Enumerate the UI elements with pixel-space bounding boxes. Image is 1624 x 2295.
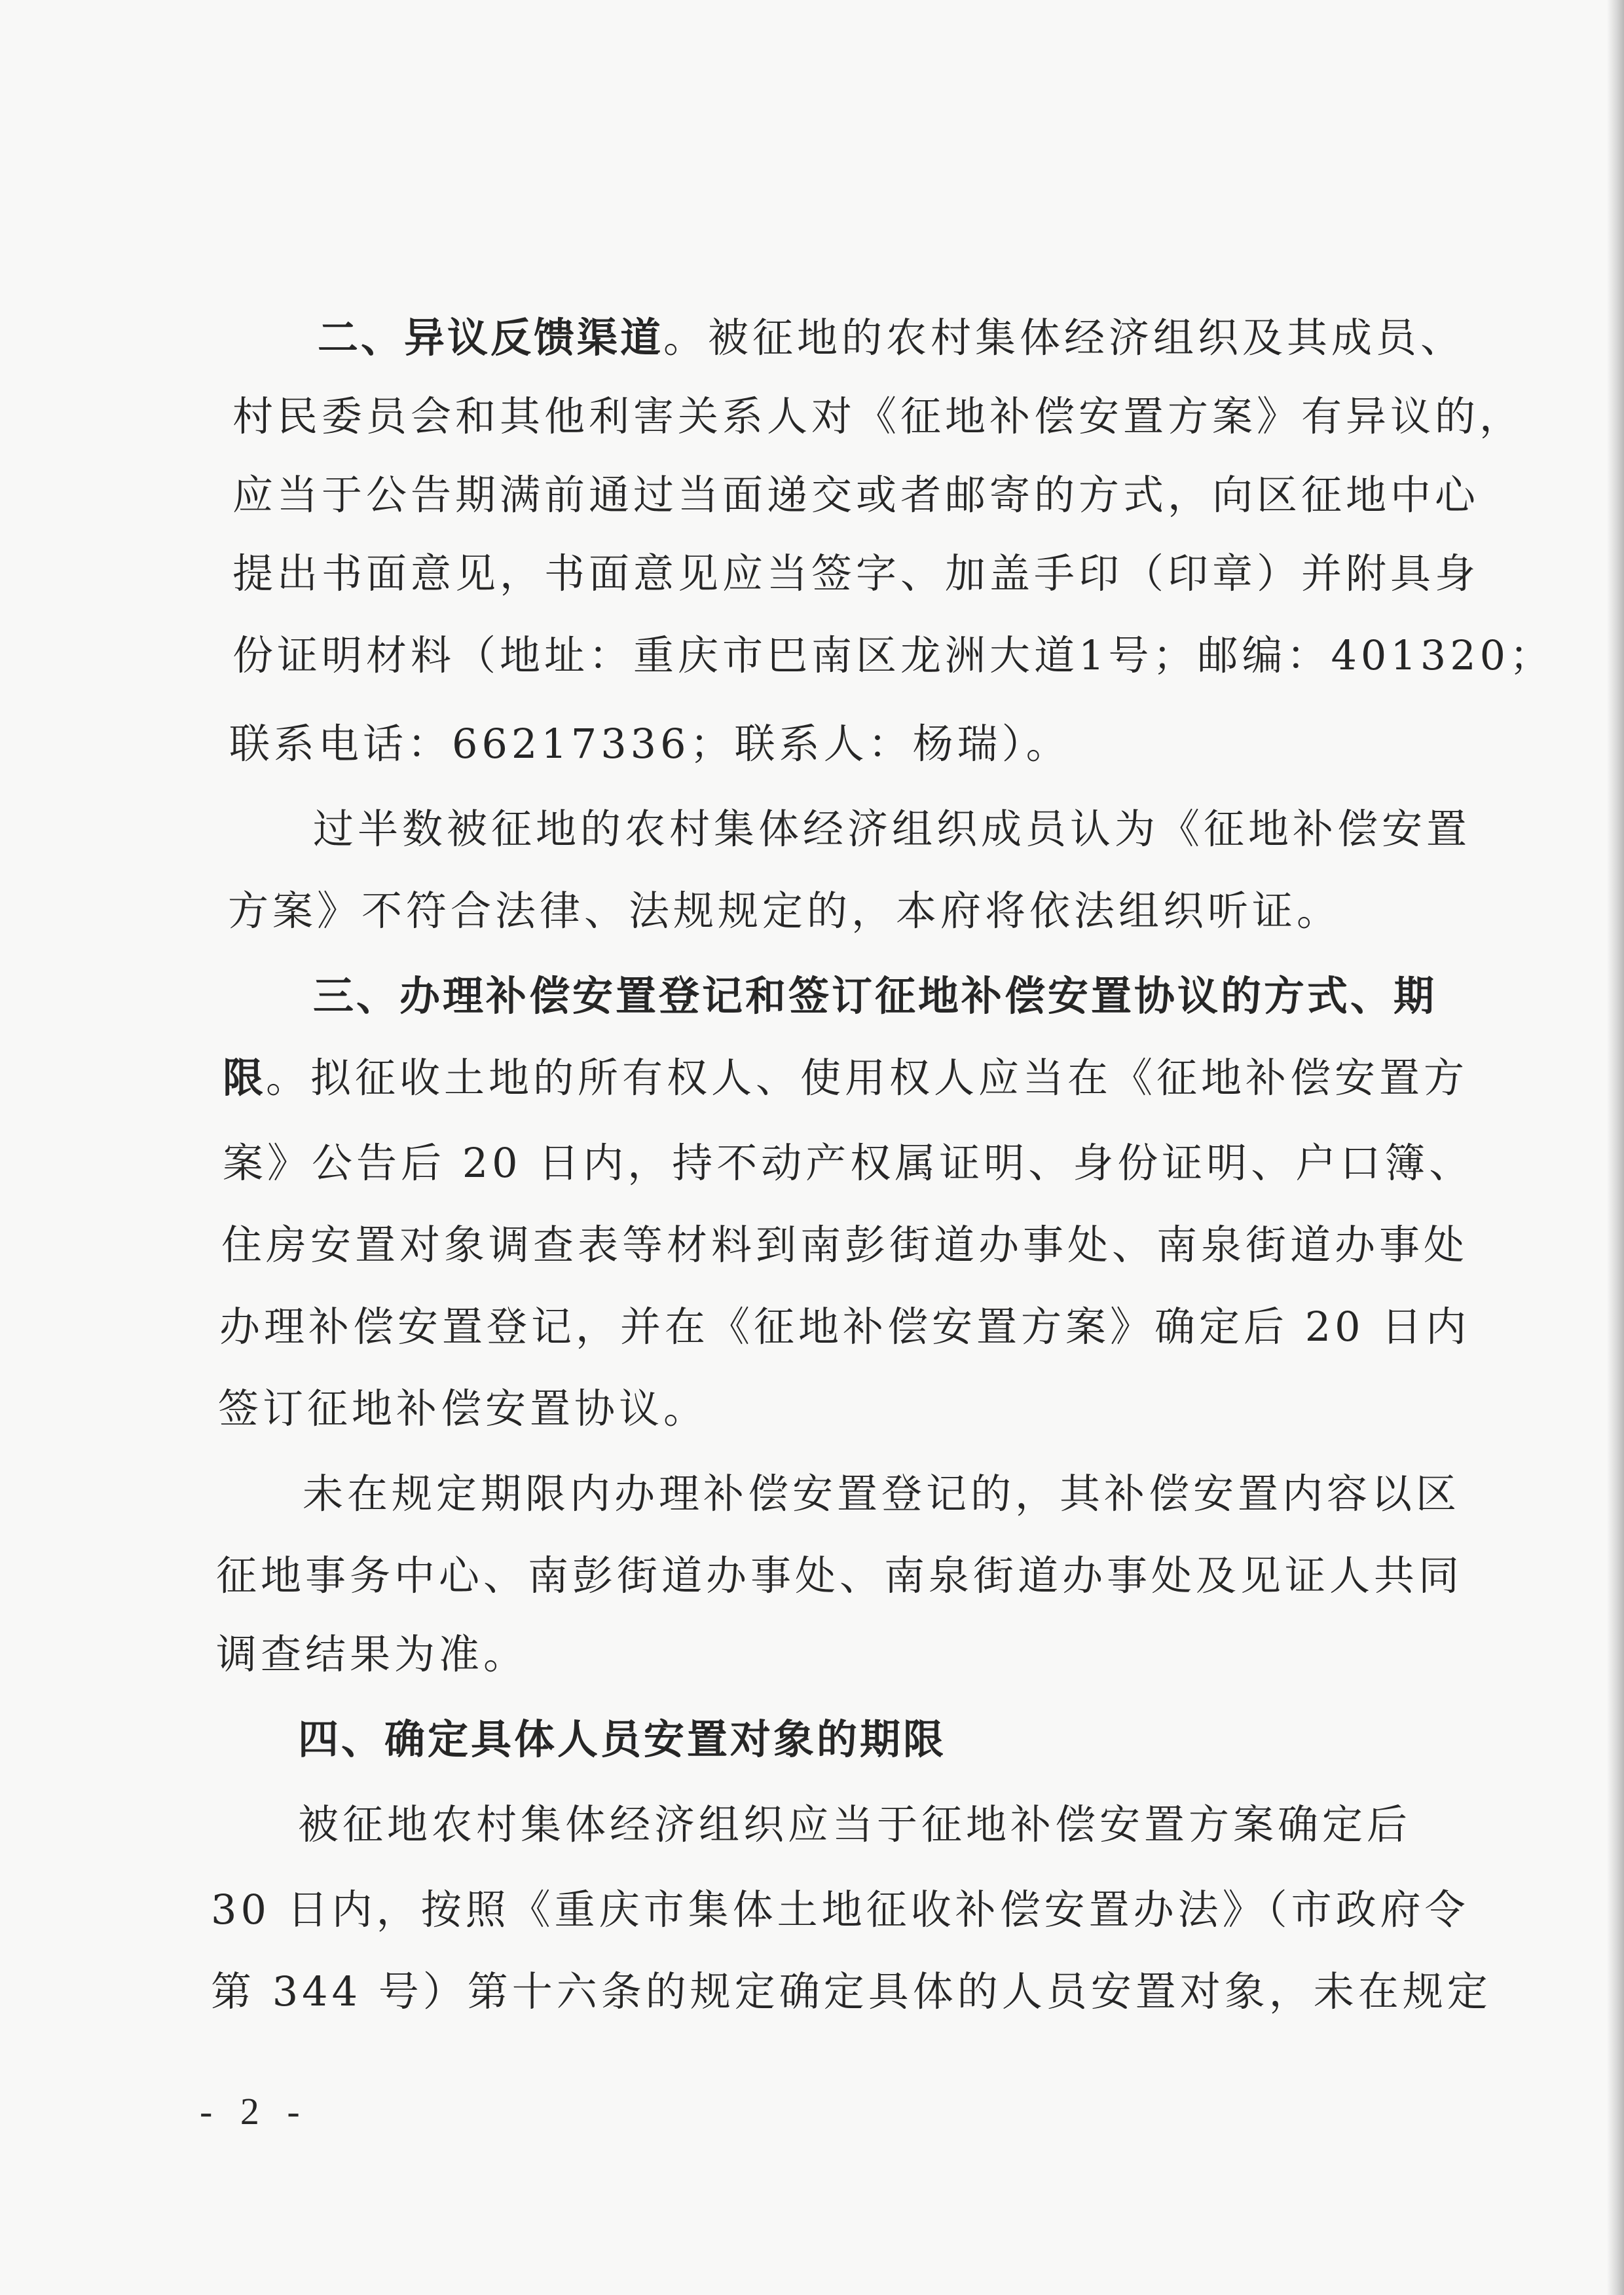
section2-line-1: 村民委员会和其他利害关系人对《征地补偿安置方案》有异议的， xyxy=(232,392,1524,440)
section2-para2-line-0: 过半数被征地的农村集体经济组织成员认为《征地补偿安置 xyxy=(313,805,1471,853)
section4-line-2: 第 344 号）第十六条的规定确定具体的人员安置对象，未在规定 xyxy=(211,1968,1492,2015)
section3-line-1: 案》公告后 20 日内，持不动产权属证明、身份证明、户口簿、 xyxy=(223,1139,1474,1187)
section2-line-2: 应当于公告期满前通过当面递交或者邮寄的方式，向区征地中心 xyxy=(232,471,1480,519)
section3-line-0: 。拟征收土地的所有权人、使用权人应当在《征地补偿安置方 xyxy=(266,1054,1469,1102)
section2-line-0: 。被征地的农村集体经济组织及其成员、 xyxy=(663,314,1466,362)
section3-line-4: 签订征地补偿安置协议。 xyxy=(218,1385,709,1432)
section3-line-3: 办理补偿安置登记，并在《征地补偿安置方案》确定后 20 日内 xyxy=(219,1303,1471,1351)
section3-heading-line-2: 限 xyxy=(223,1054,267,1102)
section2-para2-line-1: 方案》不符合法律、法规规定的，本府将依法组织听证。 xyxy=(228,887,1342,935)
section3-para2-line-2: 调查结果为准。 xyxy=(216,1630,528,1678)
section4-line-1: 30 日内，按照《重庆市集体土地征收补偿安置办法》（市政府令 xyxy=(211,1886,1469,1933)
section4-line-0: 被征地农村集体经济组织应当于征地补偿安置方案确定后 xyxy=(298,1801,1412,1848)
section2-heading: 二、异议反馈渠道 xyxy=(318,314,664,362)
section3-line-2: 住房安置对象调查表等材料到南彭街道办事处、南泉街道办事处 xyxy=(221,1221,1469,1269)
section3-heading-line-1: 三、办理补偿安置登记和签订征地补偿安置协议的方式、期 xyxy=(313,972,1437,1020)
section3-para2-line-1: 征地事务中心、南彭街道办事处、南泉街道办事处及见证人共同 xyxy=(216,1552,1464,1599)
section3-line-0-row xyxy=(223,1054,1469,1102)
section2-first-line xyxy=(318,314,1466,362)
section4-heading: 四、确定具体人员安置对象的期限 xyxy=(298,1715,947,1763)
page-edge-shadow xyxy=(1607,0,1624,2295)
section2-line-4: 份证明材料（地址：重庆市巴南区龙洲大道1号；邮编：401320； xyxy=(232,631,1555,679)
section2-line-5: 联系电话：66217336；联系人：杨瑞）。 xyxy=(229,720,1071,768)
section3-para2-line-0: 未在规定期限内办理补偿安置登记的，其补偿安置内容以区 xyxy=(303,1470,1461,1518)
section2-line-3: 提出书面意见，书面意见应当签字、加盖手印（印章）并附具身 xyxy=(232,550,1480,597)
page-number: - 2 - xyxy=(200,2090,309,2133)
